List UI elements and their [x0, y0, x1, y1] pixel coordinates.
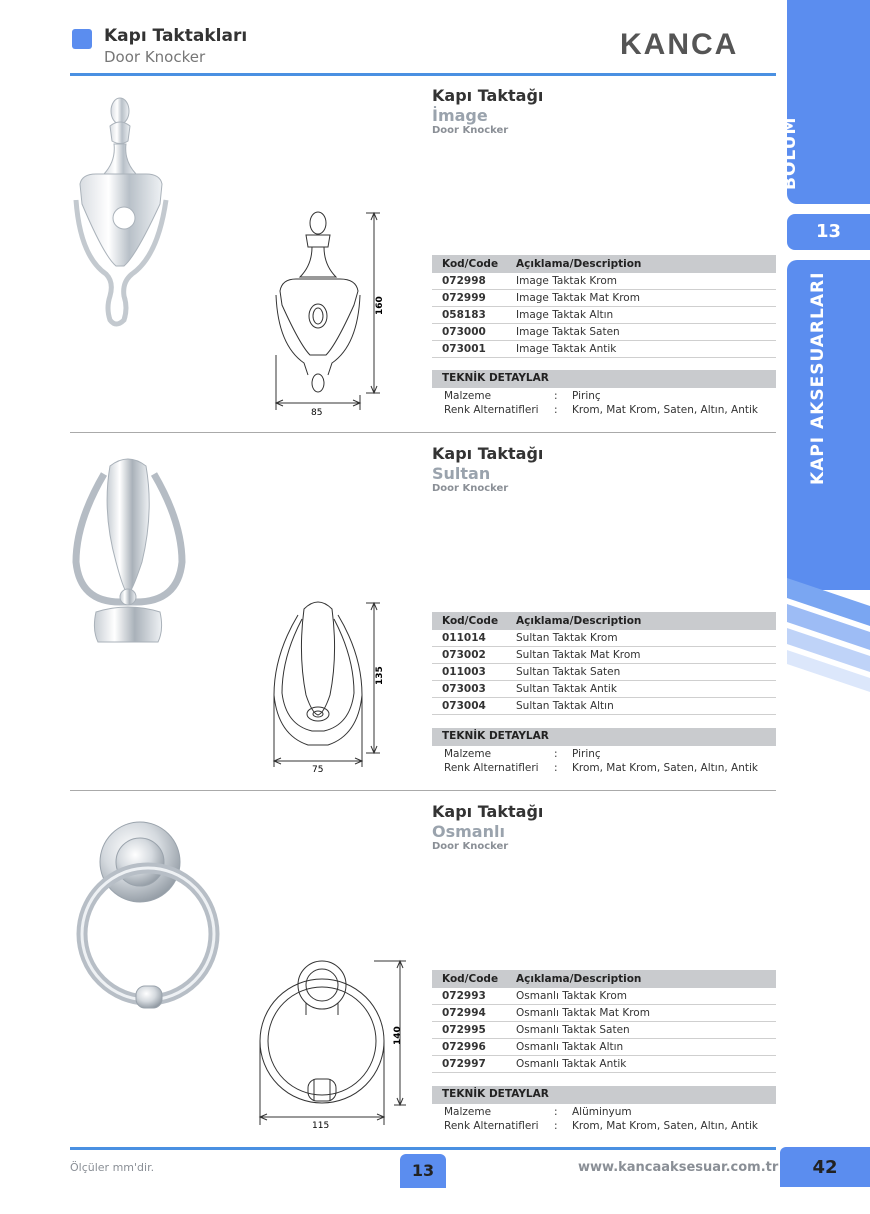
- tech-row-colors: [432, 1120, 788, 1134]
- col-desc-header: Açıklama/Description: [506, 255, 776, 273]
- table-row: [432, 1056, 776, 1073]
- tech-label: Renk Alternatifleri: [444, 1120, 539, 1132]
- table-row: [432, 1039, 776, 1056]
- desc-cell: Sultan Taktak Antik: [506, 681, 776, 698]
- table-row: [432, 681, 776, 698]
- tech-value: Krom, Mat Krom, Saten, Altın, Antik: [572, 762, 758, 774]
- code-cell: 072993: [432, 988, 506, 1005]
- desc-cell: Osmanlı Taktak Mat Krom: [506, 1005, 776, 1022]
- col-code-header: Kod/Code: [432, 970, 506, 988]
- code-cell: 011014: [432, 630, 506, 647]
- code-cell: 072997: [432, 1056, 506, 1073]
- col-code-header: Kod/Code: [432, 612, 506, 630]
- brand-logo: KANCA: [620, 28, 739, 61]
- footer-note: Ölçüler mm'dir.: [70, 1161, 155, 1174]
- tech-sep: :: [554, 404, 558, 416]
- product-subtitle: Door Knocker: [432, 125, 509, 136]
- code-cell: 072994: [432, 1005, 506, 1022]
- code-cell: 073003: [432, 681, 506, 698]
- table-row: [432, 273, 776, 290]
- tech-row-colors: [432, 762, 788, 776]
- desc-cell: Osmanlı Taktak Antik: [506, 1056, 776, 1073]
- tech-label: Malzeme: [444, 748, 492, 760]
- tech-row-material: [432, 390, 788, 404]
- product-title: Kapı Taktağı: [432, 444, 544, 463]
- col-desc-header: Açıklama/Description: [506, 612, 776, 630]
- code-cell: 058183: [432, 307, 506, 324]
- dim-width-image: 85: [311, 408, 323, 418]
- table-row: [432, 664, 776, 681]
- desc-cell: Image Taktak Antik: [506, 341, 776, 358]
- product-code-table: [432, 970, 776, 1073]
- tech-value: Pirinç: [572, 390, 601, 402]
- table-row: [432, 647, 776, 664]
- technical-drawing-sultan: [268, 595, 398, 775]
- tech-sep: :: [554, 748, 558, 760]
- code-cell: 073000: [432, 324, 506, 341]
- desc-cell: Osmanlı Taktak Krom: [506, 988, 776, 1005]
- tech-sep: :: [554, 390, 558, 402]
- product-name: İmage: [432, 106, 488, 125]
- product-code-table: [432, 612, 776, 715]
- table-row: [432, 630, 776, 647]
- table-row: [432, 698, 776, 715]
- tech-label: Malzeme: [444, 1106, 492, 1118]
- page-number: 42: [780, 1147, 870, 1187]
- tech-details-header: TEKNİK DETAYLAR: [432, 370, 776, 388]
- dim-height-sultan: 135: [375, 666, 385, 685]
- side-stripes-decoration: [787, 578, 870, 708]
- table-row: [432, 307, 776, 324]
- product-name: Sultan: [432, 464, 491, 483]
- code-cell: 072995: [432, 1022, 506, 1039]
- footer-website-link[interactable]: www.kancaaksesuar.com.tr: [578, 1160, 779, 1175]
- tech-row-material: [432, 748, 788, 762]
- desc-cell: Osmanlı Taktak Altın: [506, 1039, 776, 1056]
- tech-value: Pirinç: [572, 748, 601, 760]
- tech-label: Renk Alternatifleri: [444, 404, 539, 416]
- desc-cell: Sultan Taktak Altın: [506, 698, 776, 715]
- technical-drawing-image: [268, 205, 398, 420]
- tech-value: Krom, Mat Krom, Saten, Altın, Antik: [572, 404, 758, 416]
- tech-row-colors: [432, 404, 788, 418]
- technical-drawing-osmanli: [254, 955, 414, 1135]
- product-title: Kapı Taktağı: [432, 802, 544, 821]
- tech-row-material: [432, 1106, 788, 1120]
- code-cell: 072999: [432, 290, 506, 307]
- dim-height-image: 160: [375, 296, 385, 315]
- dim-height-osmanli: 140: [393, 1026, 403, 1045]
- side-tab-category: [787, 260, 870, 590]
- code-cell: 072998: [432, 273, 506, 290]
- desc-cell: Sultan Taktak Krom: [506, 630, 776, 647]
- product-photo-image: [66, 96, 176, 331]
- tech-value: Krom, Mat Krom, Saten, Altın, Antik: [572, 1120, 758, 1132]
- section-divider: [70, 432, 776, 433]
- desc-cell: Osmanlı Taktak Saten: [506, 1022, 776, 1039]
- product-name: Osmanlı: [432, 822, 505, 841]
- product-title: Kapı Taktağı: [432, 86, 544, 105]
- tech-label: Malzeme: [444, 390, 492, 402]
- product-subtitle: Door Knocker: [432, 841, 509, 852]
- tech-label: Renk Alternatifleri: [444, 762, 539, 774]
- product-subtitle: Door Knocker: [432, 483, 509, 494]
- table-row: [432, 1022, 776, 1039]
- code-cell: 072996: [432, 1039, 506, 1056]
- desc-cell: Image Taktak Altın: [506, 307, 776, 324]
- code-cell: 011003: [432, 664, 506, 681]
- table-row: [432, 1005, 776, 1022]
- desc-cell: Image Taktak Saten: [506, 324, 776, 341]
- desc-cell: Image Taktak Mat Krom: [506, 290, 776, 307]
- tech-details-header: TEKNİK DETAYLAR: [432, 728, 776, 746]
- dim-width-sultan: 75: [312, 765, 324, 775]
- product-photo-osmanli: [70, 818, 230, 1014]
- col-desc-header: Açıklama/Description: [506, 970, 776, 988]
- tech-sep: :: [554, 1106, 558, 1118]
- dim-width-osmanli: 115: [312, 1121, 330, 1131]
- footer-divider: [70, 1147, 776, 1150]
- side-section-number: 13: [787, 214, 870, 250]
- table-row: [432, 290, 776, 307]
- side-bolum-label: BÖLÜM: [780, 116, 800, 190]
- code-cell: 073002: [432, 647, 506, 664]
- tech-sep: :: [554, 1120, 558, 1132]
- product-photo-sultan: [70, 452, 190, 652]
- footer-section-number: 13: [400, 1154, 446, 1188]
- section-divider: [70, 790, 776, 791]
- desc-cell: Image Taktak Krom: [506, 273, 776, 290]
- page-subtitle: Door Knocker: [104, 48, 206, 66]
- product-code-table: [432, 255, 776, 358]
- header-divider: [70, 73, 776, 76]
- code-cell: 073001: [432, 341, 506, 358]
- desc-cell: Sultan Taktak Mat Krom: [506, 647, 776, 664]
- tech-value: Alüminyum: [572, 1106, 632, 1118]
- tech-details-header: TEKNİK DETAYLAR: [432, 1086, 776, 1104]
- table-row: [432, 341, 776, 358]
- page-title: Kapı Taktakları: [104, 26, 248, 46]
- table-row: [432, 988, 776, 1005]
- header-square-icon: [72, 29, 92, 49]
- table-row: [432, 324, 776, 341]
- code-cell: 073004: [432, 698, 506, 715]
- col-code-header: Kod/Code: [432, 255, 506, 273]
- desc-cell: Sultan Taktak Saten: [506, 664, 776, 681]
- side-category-label: KAPI AKSESUARLARI: [808, 271, 828, 485]
- tech-sep: :: [554, 762, 558, 774]
